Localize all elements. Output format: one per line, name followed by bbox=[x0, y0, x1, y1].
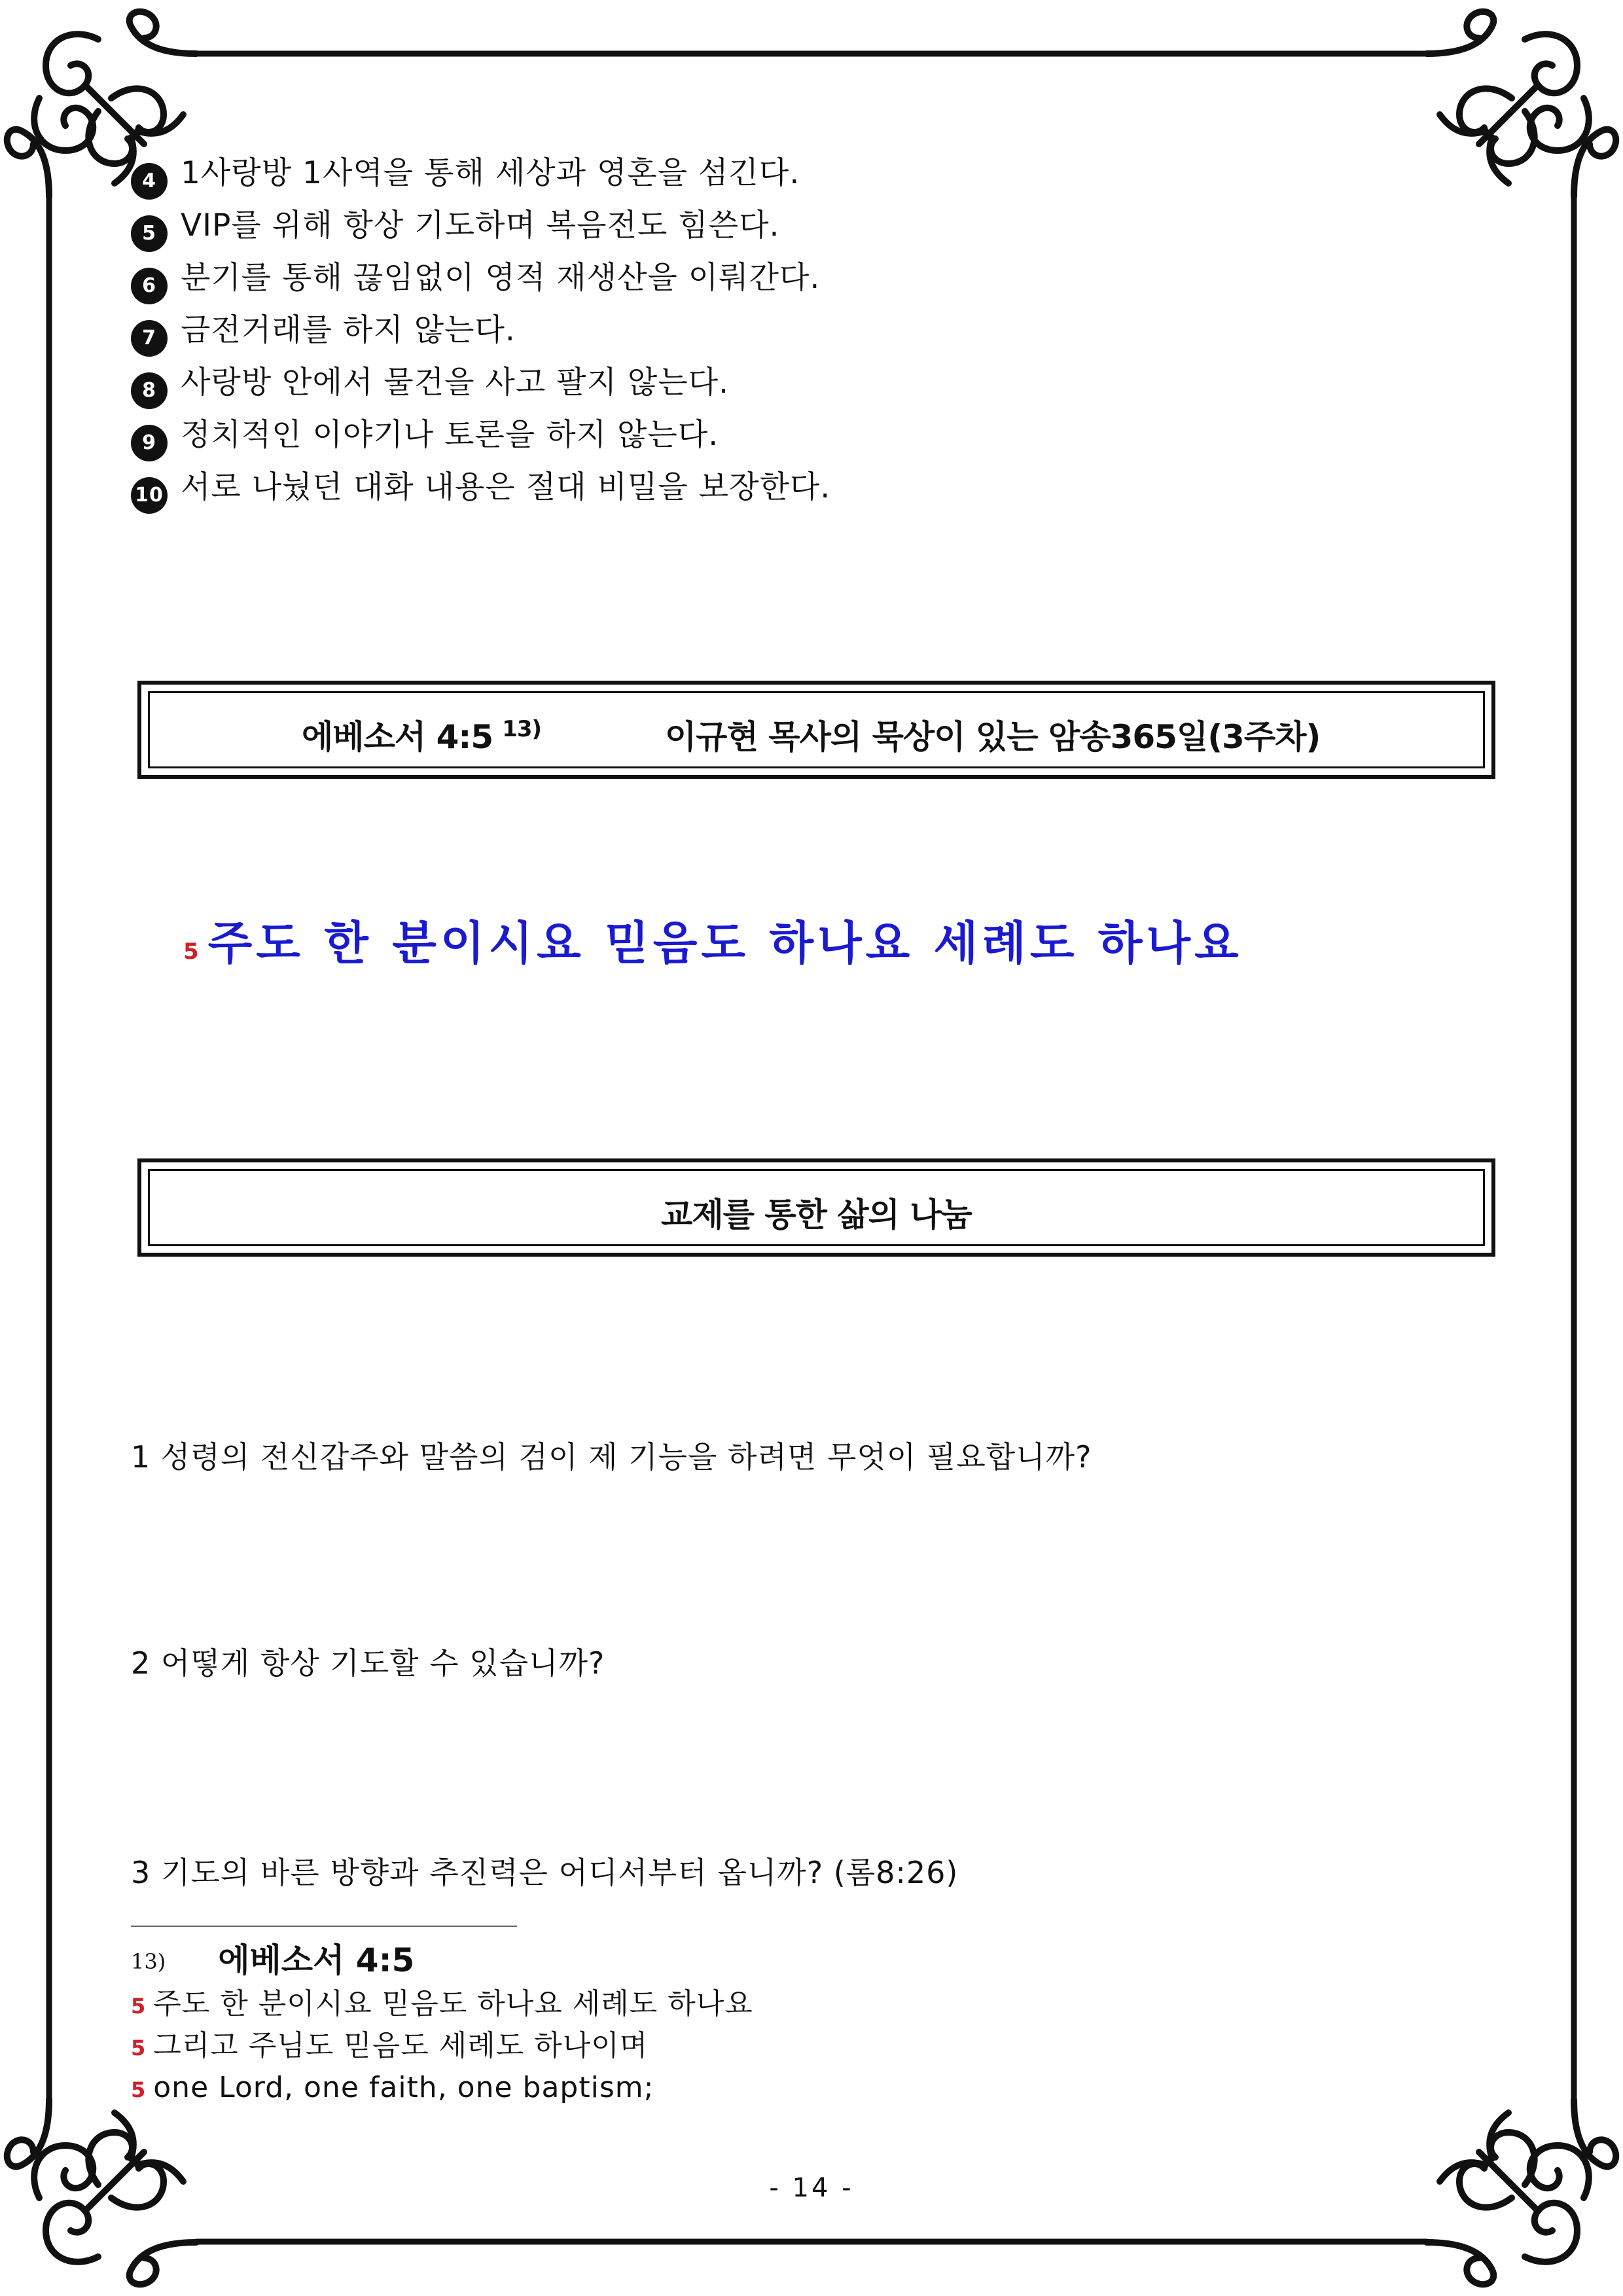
rule-number: 4 bbox=[131, 163, 168, 200]
rule-number: 9 bbox=[131, 425, 168, 461]
rule-text: 분기를 통해 끊임없이 영적 재생산을 이뤄간다. bbox=[181, 260, 821, 296]
verse-number: 5 bbox=[131, 2077, 146, 2102]
rule-text: 사랑방 안에서 물건을 사고 팔지 않는다. bbox=[181, 365, 730, 401]
rules-list bbox=[131, 147, 982, 514]
rule-item bbox=[131, 461, 982, 514]
memory-verse bbox=[183, 906, 1243, 973]
rule-number: 8 bbox=[131, 372, 168, 409]
discussion-question: 3 기도의 바른 방향과 추진력은 어디서부터 옵니까? (롬8:26) bbox=[131, 1855, 959, 1890]
page-number: - 14 - bbox=[769, 2173, 854, 2203]
footnote bbox=[131, 1937, 1047, 2109]
rule-number: 7 bbox=[131, 320, 168, 357]
rule-text: 정치적인 이야기나 토론을 하지 않는다. bbox=[181, 417, 719, 453]
rule-item bbox=[131, 357, 982, 409]
footnote-text: 주도 한 분이시요 믿음도 하나요 세례도 하나요 bbox=[153, 1987, 753, 2020]
verse-number: 5 bbox=[131, 2036, 146, 2060]
footnote-divider bbox=[131, 1926, 517, 1927]
rule-number: 5 bbox=[131, 215, 168, 252]
discussion-question: 1 성령의 전신갑주와 말씀의 검이 제 기능을 하려면 무엇이 필요합니까? bbox=[131, 1439, 1092, 1475]
rule-item bbox=[131, 304, 982, 357]
footnote-line bbox=[131, 2025, 1047, 2067]
rule-item bbox=[131, 409, 982, 461]
footnote-mark[interactable]: 13) bbox=[502, 716, 542, 742]
rule-item bbox=[131, 147, 982, 200]
verse-text: 주도 한 분이시요 믿음도 하나요 세례도 하나요 bbox=[207, 916, 1243, 970]
scripture-reference: 에베소서 4:5 $^{13)}$ bbox=[302, 716, 542, 756]
rule-number: 6 bbox=[131, 268, 168, 304]
fellowship-title: 교제를 통한 삶의 나눔 bbox=[661, 1196, 972, 1234]
footnote-text: one Lord, one faith, one baptism; bbox=[153, 2071, 654, 2104]
rule-item bbox=[131, 200, 982, 252]
rule-text: VIP를 위해 항상 기도하며 복음전도 힘쓴다. bbox=[181, 207, 780, 243]
rule-number: 10 bbox=[131, 477, 168, 514]
verse-number: 5 bbox=[183, 939, 199, 965]
footnote-header bbox=[131, 1937, 1047, 1983]
rule-text: 금전거래를 하지 않는다. bbox=[181, 312, 516, 348]
memorization-title-box bbox=[137, 681, 1495, 779]
memorization-title: 이규현 목사의 묵상이 있는 암송365일(3주차) bbox=[665, 718, 1321, 756]
discussion-question: 2 어떻게 항상 기도할 수 있습니까? bbox=[131, 1645, 605, 1681]
fellowship-title-box bbox=[137, 1158, 1495, 1257]
footnote-line bbox=[131, 1983, 1047, 2025]
footnote-number: 13) bbox=[131, 1949, 166, 1974]
footnote-text: 그리고 주님도 믿음도 세례도 하나이며 bbox=[153, 2029, 649, 2062]
rule-text: 서로 나눴던 대화 내용은 절대 비밀을 보장한다. bbox=[181, 469, 831, 505]
verse-number: 5 bbox=[131, 1994, 146, 2018]
rule-item bbox=[131, 252, 982, 304]
footnote-line bbox=[131, 2067, 1047, 2109]
rule-text: 1사랑방 1사역을 통해 세상과 영혼을 섬긴다. bbox=[181, 155, 800, 191]
footnote-reference: 에베소서 4:5 bbox=[218, 1941, 415, 1979]
